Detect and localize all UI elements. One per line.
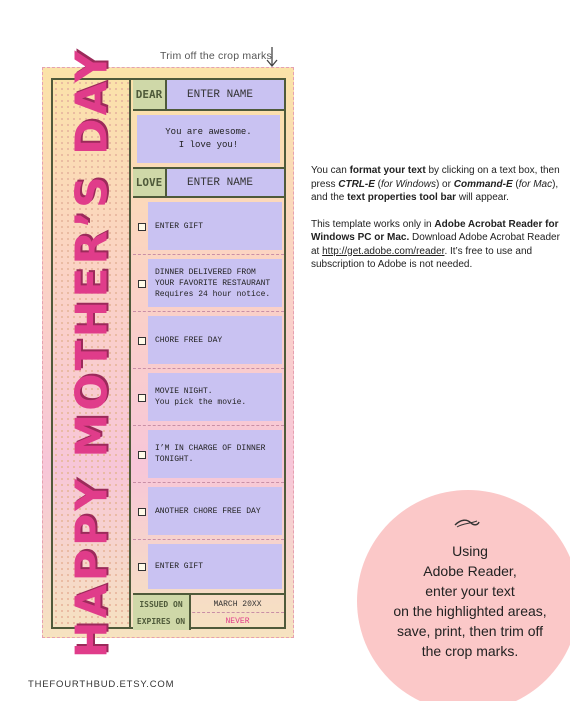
issued-label: ISSUED ON (133, 595, 191, 613)
coupon-item[interactable] (133, 255, 284, 312)
expires-label: EXPIRES ON (133, 612, 191, 630)
coupon-text: CHORE FREE DAY (155, 336, 223, 345)
checkbox-icon[interactable] (138, 223, 146, 231)
side-banner (53, 47, 131, 659)
coupon-item[interactable] (133, 540, 284, 593)
coupon-text: ANOTHER CHORE FREE DAY (155, 507, 261, 516)
issued-row (133, 595, 284, 613)
message-field[interactable] (137, 115, 280, 163)
message-line-1: You are awesome. (165, 127, 252, 137)
dear-name-field[interactable]: ENTER NAME (167, 80, 284, 109)
message-row (133, 111, 284, 169)
swash-ornament-icon (453, 517, 481, 529)
coupon-text: Requires 24 hour notice. (155, 290, 271, 299)
coupon-item[interactable] (133, 369, 284, 426)
format-instructions: You can format your text by clicking on a text box, then press CTRL-E (for Windows) or Command-E (for Mac), and the text properties tool bar will appear. (311, 165, 560, 203)
coupon-text: MOVIE NIGHT. (155, 387, 213, 396)
shop-url: THEFOURTHBUD.ETSY.COM (28, 679, 175, 690)
reader-instructions: This template works only in Adobe Acrobat Reader for Windows PC or Mac. Download Adobe Acrobat Reader at http://get.adobe.com/reader. It’s free to use and subscription to Adobe is not needed. (311, 218, 560, 270)
message-line-2: I love you! (178, 140, 239, 150)
coupon-item[interactable] (133, 483, 284, 540)
coupon-text: YOUR FAVORITE RESTAURANT (155, 279, 271, 288)
circle-instructions: Using Adobe Reader, enter your text on the highlighted areas, save, print, then trim off the crop marks. (393, 543, 547, 659)
checkbox-icon[interactable] (138, 508, 146, 516)
adobe-reader-link[interactable]: http://get.adobe.com/reader (322, 245, 445, 257)
love-label: LOVE (133, 169, 167, 196)
coupon-text: You pick the movie. (155, 398, 247, 407)
side-title: HAPPY MOTHER’S DAY (66, 47, 118, 659)
coupon-text: I’M IN CHARGE OF DINNER (155, 444, 266, 453)
coupon-text: ENTER GIFT (155, 562, 204, 571)
coupon-item[interactable] (133, 426, 284, 483)
checkbox-icon[interactable] (138, 394, 146, 402)
coupon-item[interactable] (133, 198, 284, 255)
expires-row (133, 612, 284, 630)
love-row (133, 169, 284, 198)
coupon-footer (133, 593, 284, 627)
coupon-text: ENTER GIFT (155, 222, 204, 231)
dear-row (133, 80, 284, 111)
dear-label: DEAR (133, 80, 167, 109)
expires-value[interactable]: NEVER (225, 616, 250, 626)
down-arrow-icon (264, 46, 280, 68)
checkbox-icon[interactable] (138, 451, 146, 459)
checkbox-icon[interactable] (138, 280, 146, 288)
checkbox-icon[interactable] (138, 563, 146, 571)
coupon-text: DINNER DELIVERED FROM (155, 268, 256, 277)
checkbox-icon[interactable] (138, 337, 146, 345)
coupon-item[interactable] (133, 312, 284, 369)
love-name-field[interactable]: ENTER NAME (167, 169, 284, 196)
coupon-text: TONIGHT. (155, 455, 194, 464)
coupon-main (133, 80, 284, 627)
trim-note: Trim off the crop marks (160, 50, 272, 62)
instructions (311, 164, 561, 285)
issued-value[interactable]: MARCH 20XX (213, 599, 262, 609)
